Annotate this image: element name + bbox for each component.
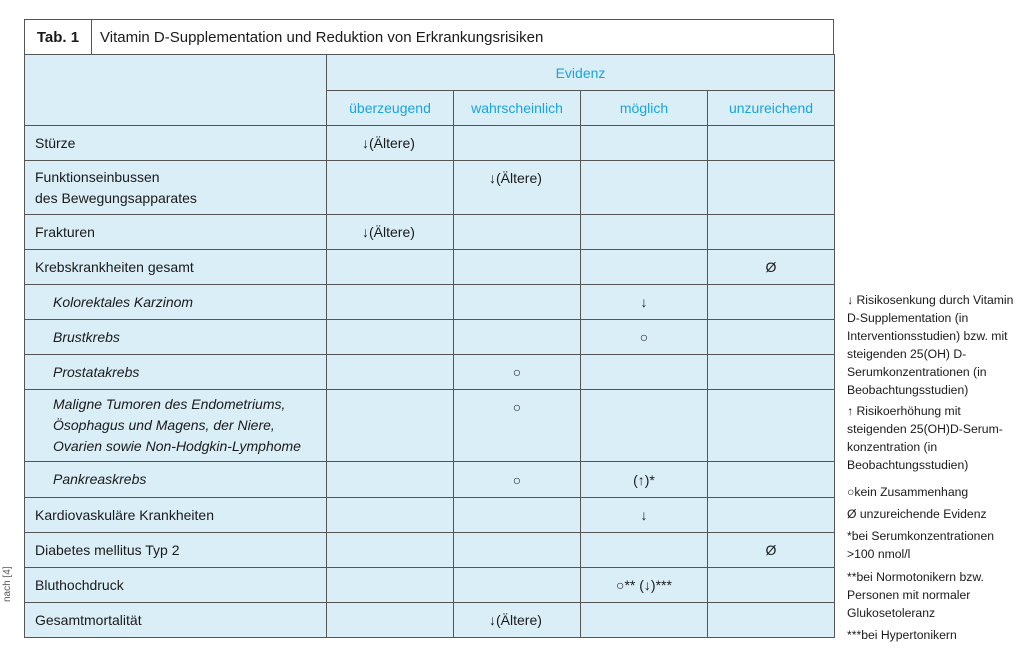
evidence-cell bbox=[327, 533, 454, 568]
table-body bbox=[25, 126, 835, 638]
row-label: Bluthochdruck bbox=[25, 568, 327, 603]
row-label: Prostatakrebs bbox=[25, 355, 327, 390]
col-header-ueberzeugend: überzeugend bbox=[327, 91, 454, 126]
evidence-cell bbox=[708, 215, 835, 250]
evidence-table bbox=[24, 54, 835, 638]
evidence-cell: ○ bbox=[454, 462, 581, 498]
evidence-cell: ↓ bbox=[581, 285, 708, 320]
evidence-cell bbox=[581, 533, 708, 568]
evidence-cell bbox=[708, 498, 835, 533]
table-title: Vitamin D-Supplementation und Reduktion von Erkrankungsrisiken bbox=[100, 28, 544, 46]
header-empty bbox=[25, 55, 327, 126]
evidence-cell: ○ bbox=[581, 320, 708, 355]
evidence-cell bbox=[454, 533, 581, 568]
evidence-cell bbox=[708, 126, 835, 161]
evidence-cell: ○ bbox=[454, 355, 581, 390]
evidence-cell bbox=[454, 250, 581, 285]
evidence-cell bbox=[454, 215, 581, 250]
col-header-wahrscheinlich: wahrscheinlich bbox=[454, 91, 581, 126]
row-label: Stürze bbox=[25, 126, 327, 161]
table-number: Tab. 1 bbox=[25, 20, 92, 54]
evidence-cell bbox=[708, 603, 835, 638]
table-row bbox=[25, 161, 835, 215]
evidence-cell: Ø bbox=[708, 533, 835, 568]
evidence-cell bbox=[708, 355, 835, 390]
table-row bbox=[25, 498, 835, 533]
table-row bbox=[25, 215, 835, 250]
evidence-cell: Ø bbox=[708, 250, 835, 285]
evidence-cell: ↓(Ältere) bbox=[454, 603, 581, 638]
evidence-cell bbox=[581, 161, 708, 215]
evidence-cell bbox=[327, 603, 454, 638]
evidence-cell bbox=[581, 390, 708, 462]
row-label: Funktionseinbussen des Bewegungsapparates bbox=[25, 161, 327, 215]
col-header-moeglich: möglich bbox=[581, 91, 708, 126]
evidence-cell bbox=[327, 568, 454, 603]
row-label: Maligne Tumoren des Endometriums, Ösophagus und Magens, der Niere, Ovarien sowie Non-Hodgkin-Lymphome bbox=[25, 390, 327, 462]
evidence-cell: ↓(Ältere) bbox=[327, 126, 454, 161]
legend-triple-asterisk: ***bei Hypertonikern bbox=[847, 628, 957, 642]
evidence-cell bbox=[327, 498, 454, 533]
row-label: Frakturen bbox=[25, 215, 327, 250]
evidence-cell bbox=[454, 285, 581, 320]
evidence-cell bbox=[581, 250, 708, 285]
table-row bbox=[25, 603, 835, 638]
table-row bbox=[25, 126, 835, 161]
evidence-cell: ○** (↓)*** bbox=[581, 568, 708, 603]
row-label: Gesamtmortalität bbox=[25, 603, 327, 638]
evidence-cell bbox=[327, 161, 454, 215]
evidence-cell bbox=[327, 285, 454, 320]
evidence-cell bbox=[327, 462, 454, 498]
evidence-cell bbox=[327, 390, 454, 462]
table-row bbox=[25, 568, 835, 603]
table-row bbox=[25, 462, 835, 498]
row-label: Krebskrankheiten gesamt bbox=[25, 250, 327, 285]
row-label: Kardiovaskuläre Krankheiten bbox=[25, 498, 327, 533]
row-label: Pankreaskrebs bbox=[25, 462, 327, 498]
evidence-cell bbox=[581, 215, 708, 250]
evidence-cell bbox=[708, 161, 835, 215]
source-note: nach [4] bbox=[2, 566, 13, 602]
table-row bbox=[25, 285, 835, 320]
table-title-bar bbox=[24, 19, 834, 55]
evidence-cell bbox=[327, 355, 454, 390]
evidence-cell: ○ bbox=[454, 390, 581, 462]
legend-double-asterisk: **bei Normotonikern bzw. Personen mit normaler Glukosetoleranz bbox=[847, 570, 984, 620]
table-row bbox=[25, 320, 835, 355]
row-label: Brustkrebs bbox=[25, 320, 327, 355]
row-label: Kolorektales Karzinom bbox=[25, 285, 327, 320]
evidence-cell bbox=[454, 126, 581, 161]
row-label: Diabetes mellitus Typ 2 bbox=[25, 533, 327, 568]
evidence-cell: (↑)* bbox=[581, 462, 708, 498]
evidence-cell bbox=[327, 250, 454, 285]
evidence-cell bbox=[708, 320, 835, 355]
table-row bbox=[25, 390, 835, 462]
legend-arrow-up: ↑ Risikoerhöhung mit steigenden 25(OH)D-Serum-konzentration (in Beobachtungsstudien) bbox=[847, 404, 1003, 472]
evidence-cell: ↓(Ältere) bbox=[327, 215, 454, 250]
legend-arrow-down: ↓ Risikosenkung durch Vitamin D-Supplementation (in Interventionsstudien) bzw. mit steigenden 25(OH) D-Serumkonzentrationen (in Beobachtungsstudien) bbox=[847, 293, 1014, 397]
table-row bbox=[25, 250, 835, 285]
legend-circle: ○kein Zusammenhang bbox=[847, 485, 969, 499]
evidence-cell bbox=[327, 320, 454, 355]
evidence-cell bbox=[708, 462, 835, 498]
col-header-unzureichend: unzureichend bbox=[708, 91, 835, 126]
table-row bbox=[25, 533, 835, 568]
evidence-cell bbox=[708, 285, 835, 320]
legend-empty-set: Ø unzureichende Evidenz bbox=[847, 507, 987, 521]
legend-single-asterisk: *bei Serumkonzentrationen >100 nmol/l bbox=[847, 529, 995, 561]
evidence-cell bbox=[581, 355, 708, 390]
evidence-cell: ↓ bbox=[581, 498, 708, 533]
evidence-cell bbox=[581, 603, 708, 638]
evidence-cell bbox=[454, 320, 581, 355]
evidence-cell bbox=[708, 568, 835, 603]
evidence-cell bbox=[454, 498, 581, 533]
evidence-cell bbox=[708, 390, 835, 462]
evidence-cell bbox=[581, 126, 708, 161]
evidence-cell bbox=[454, 568, 581, 603]
evidence-cell: ↓(Ältere) bbox=[454, 161, 581, 215]
table-row bbox=[25, 355, 835, 390]
header-group-evidenz: Evidenz bbox=[327, 55, 835, 91]
